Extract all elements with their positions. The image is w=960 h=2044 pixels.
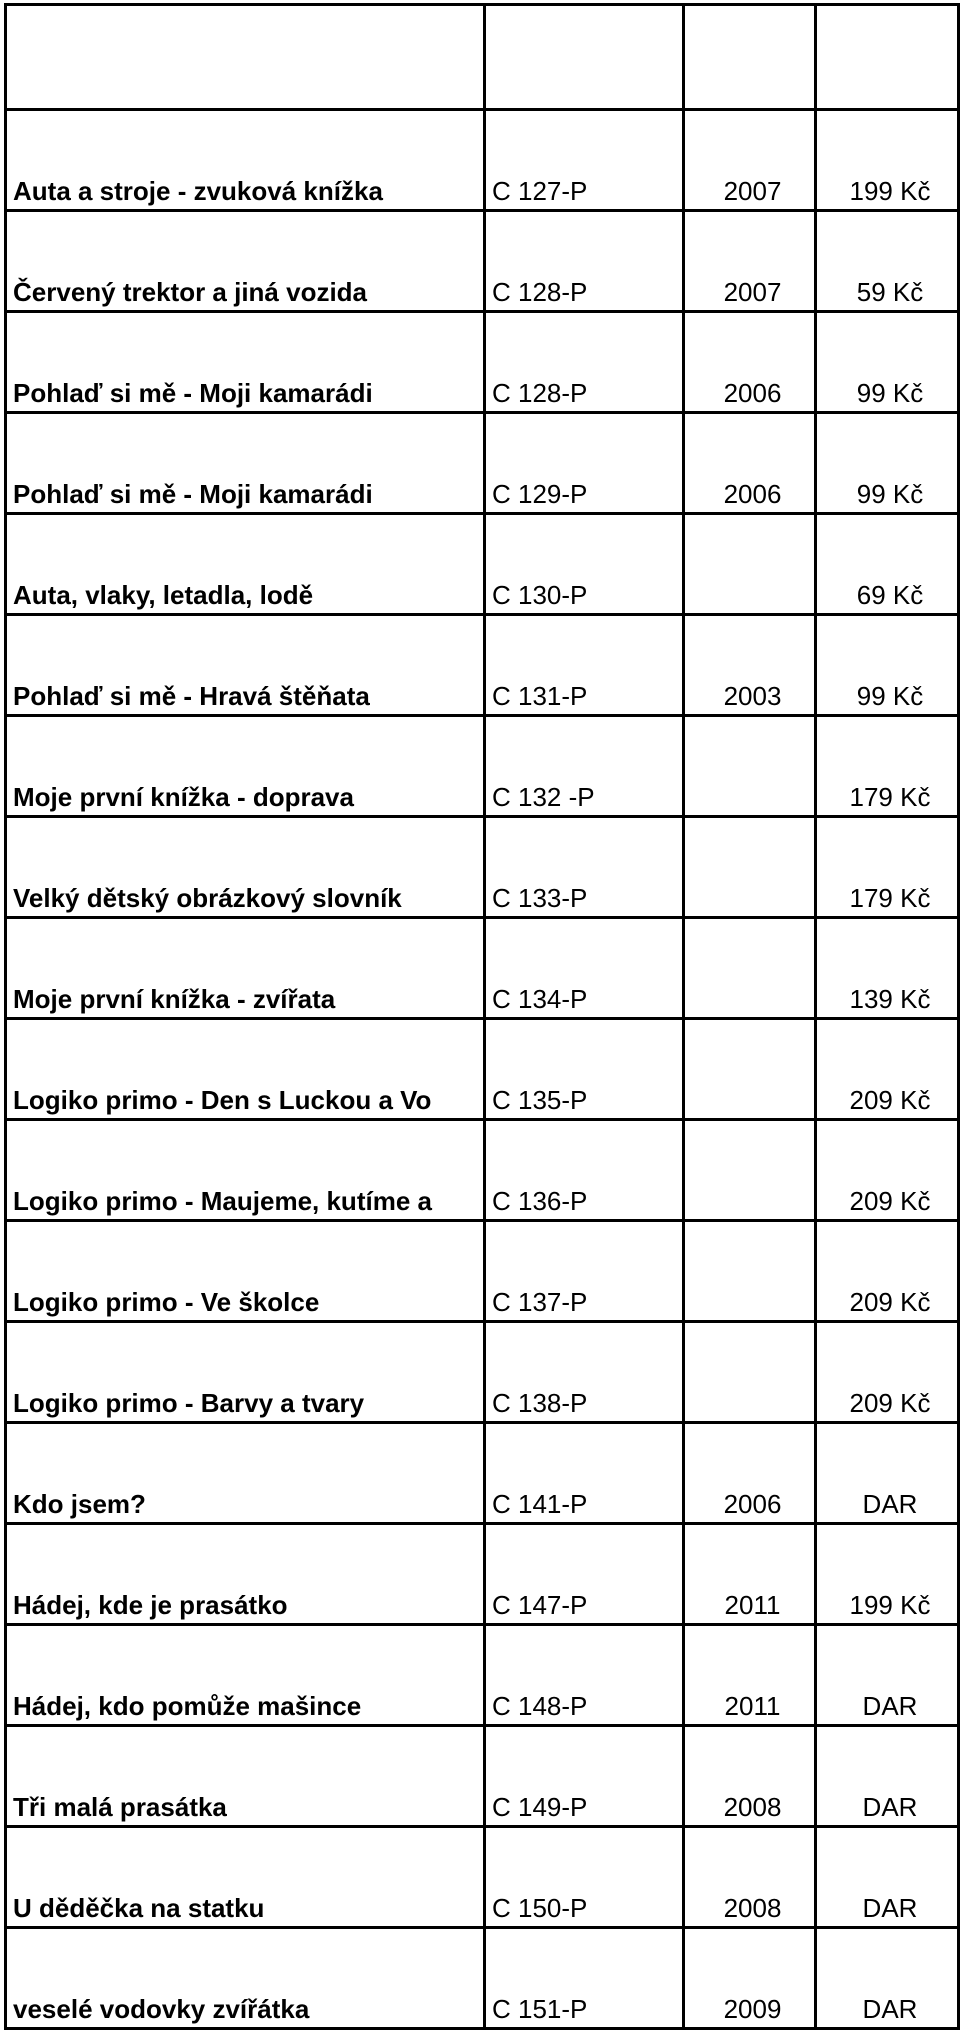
title-cell[interactable] xyxy=(6,1322,485,1423)
title-text: Pohlaď si mě - Moji kamarádi xyxy=(13,479,373,509)
title-text: Auta a stroje - zvuková knížka xyxy=(13,176,383,206)
code-cell[interactable] xyxy=(485,1524,684,1625)
code-cell[interactable] xyxy=(485,110,684,211)
price-cell[interactable] xyxy=(816,1221,959,1322)
code-text: C 127-P xyxy=(492,176,588,206)
price-text: 69 Kč xyxy=(856,580,924,610)
table-row xyxy=(6,1221,959,1322)
price-text: 209 Kč xyxy=(849,1287,931,1317)
code-cell[interactable] xyxy=(485,211,684,312)
year-text: 2006 xyxy=(723,378,782,408)
year-text: 2008 xyxy=(723,1893,782,1923)
title-cell[interactable] xyxy=(6,211,485,312)
code-cell[interactable] xyxy=(485,1019,684,1120)
code-text: C 133-P xyxy=(492,883,588,913)
code-text: C 137-P xyxy=(492,1287,588,1317)
code-text: C 148-P xyxy=(492,1691,588,1721)
price-text: 179 Kč xyxy=(849,782,931,812)
code-cell[interactable] xyxy=(485,716,684,817)
table-row xyxy=(6,1827,959,1928)
year-cell[interactable] xyxy=(684,1524,816,1625)
year-text: 2011 xyxy=(724,1691,781,1721)
code-text: C 149-P xyxy=(492,1792,588,1822)
title-cell[interactable] xyxy=(6,716,485,817)
price-text: 199 Kč xyxy=(849,176,931,206)
code-cell[interactable] xyxy=(485,918,684,1019)
price-cell[interactable] xyxy=(816,817,959,918)
price-text: 99 Kč xyxy=(856,681,924,711)
code-cell[interactable] xyxy=(485,1322,684,1423)
title-cell[interactable] xyxy=(6,413,485,514)
code-text: C 138-P xyxy=(492,1388,588,1418)
table-row xyxy=(6,1322,959,1423)
price-cell[interactable] xyxy=(816,1928,959,2029)
year-cell[interactable] xyxy=(684,615,816,716)
title-text: Logiko primo - Den s Luckou a Vo xyxy=(13,1085,432,1115)
code-cell[interactable] xyxy=(485,1928,684,2029)
code-text: C 134-P xyxy=(492,984,588,1014)
code-cell[interactable] xyxy=(485,817,684,918)
title-cell[interactable] xyxy=(6,514,485,615)
price-cell[interactable] xyxy=(816,1423,959,1524)
table-row xyxy=(6,1019,959,1120)
price-text: DAR xyxy=(862,1994,918,2024)
year-cell[interactable] xyxy=(684,1928,816,2029)
year-cell[interactable] xyxy=(684,1625,816,1726)
code-text: C 132 -P xyxy=(492,782,595,812)
code-text: C 129-P xyxy=(492,479,588,509)
price-text: DAR xyxy=(862,1691,918,1721)
year-text xyxy=(691,913,814,916)
title-text: veselé vodovky zvířátka xyxy=(13,1994,310,2024)
year-text xyxy=(691,105,814,108)
title-cell[interactable] xyxy=(6,1019,485,1120)
price-cell[interactable] xyxy=(816,514,959,615)
code-cell[interactable] xyxy=(485,312,684,413)
price-cell[interactable] xyxy=(816,615,959,716)
price-cell[interactable] xyxy=(816,1524,959,1625)
title-text: Pohlaď si mě - Moji kamarádi xyxy=(13,378,373,408)
table-row xyxy=(6,1625,959,1726)
code-text: C 136-P xyxy=(492,1186,588,1216)
title-text: Hádej, kdo pomůže mašince xyxy=(13,1691,362,1721)
title-cell[interactable] xyxy=(6,1524,485,1625)
price-cell[interactable] xyxy=(816,413,959,514)
code-cell[interactable] xyxy=(485,1120,684,1221)
year-cell[interactable] xyxy=(684,1019,816,1120)
table-row xyxy=(6,413,959,514)
table-row xyxy=(6,1423,959,1524)
code-text: C 128-P xyxy=(492,378,588,408)
code-text: C 151-P xyxy=(492,1994,588,2024)
price-cell[interactable] xyxy=(816,1827,959,1928)
table-row xyxy=(6,1726,959,1827)
year-cell[interactable] xyxy=(684,413,816,514)
year-cell[interactable] xyxy=(684,312,816,413)
table-row xyxy=(6,110,959,211)
year-text xyxy=(691,610,814,613)
title-text: Pohlaď si mě - Hravá štěňata xyxy=(13,681,370,711)
table-row xyxy=(6,514,959,615)
title-cell[interactable] xyxy=(6,1120,485,1221)
price-cell[interactable] xyxy=(816,1120,959,1221)
title-cell[interactable] xyxy=(6,5,485,110)
year-cell[interactable] xyxy=(684,1120,816,1221)
price-cell[interactable] xyxy=(816,1726,959,1827)
year-cell[interactable] xyxy=(684,211,816,312)
table-row xyxy=(6,918,959,1019)
title-text: Kdo jsem? xyxy=(13,1489,146,1519)
title-text: Velký dětský obrázkový slovník xyxy=(13,883,402,913)
year-cell[interactable] xyxy=(684,1726,816,1827)
price-cell[interactable] xyxy=(816,918,959,1019)
year-text xyxy=(691,1014,814,1017)
table-row xyxy=(6,817,959,918)
price-cell[interactable] xyxy=(816,1322,959,1423)
title-cell[interactable] xyxy=(6,312,485,413)
year-cell[interactable] xyxy=(684,918,816,1019)
price-cell[interactable] xyxy=(816,716,959,817)
year-text xyxy=(691,1317,814,1320)
year-text: 2007 xyxy=(723,277,782,307)
year-text xyxy=(691,1115,814,1118)
year-text: 2008 xyxy=(723,1792,782,1822)
price-text: DAR xyxy=(862,1792,918,1822)
price-text: 209 Kč xyxy=(849,1388,931,1418)
price-text: 99 Kč xyxy=(856,378,924,408)
title-text: Tři malá prasátka xyxy=(13,1792,227,1822)
title-text: Moje první knížka - doprava xyxy=(13,782,354,812)
title-cell[interactable] xyxy=(6,110,485,211)
code-cell[interactable] xyxy=(485,1221,684,1322)
year-text: 2011 xyxy=(724,1590,781,1620)
title-text: Logiko primo - Barvy a tvary xyxy=(13,1388,365,1418)
book-price-table xyxy=(4,3,960,2030)
code-text: C 141-P xyxy=(492,1489,588,1519)
year-cell[interactable] xyxy=(684,1322,816,1423)
code-text: C 150-P xyxy=(492,1893,588,1923)
title-cell[interactable] xyxy=(6,918,485,1019)
code-cell[interactable] xyxy=(485,1827,684,1928)
title-cell[interactable] xyxy=(6,1221,485,1322)
title-cell[interactable] xyxy=(6,1827,485,1928)
title-cell[interactable] xyxy=(6,1928,485,2029)
price-text xyxy=(823,105,957,108)
title-cell[interactable] xyxy=(6,817,485,918)
year-cell[interactable] xyxy=(684,1827,816,1928)
year-cell[interactable] xyxy=(684,110,816,211)
title-text: Hádej, kde je prasátko xyxy=(13,1590,288,1620)
code-text: C 128-P xyxy=(492,277,588,307)
code-text xyxy=(492,105,682,108)
price-text: 209 Kč xyxy=(849,1186,931,1216)
price-text: 59 Kč xyxy=(856,277,924,307)
price-cell[interactable] xyxy=(816,1019,959,1120)
title-cell[interactable] xyxy=(6,1423,485,1524)
table-row xyxy=(6,5,959,110)
code-cell[interactable] xyxy=(485,615,684,716)
price-text: 179 Kč xyxy=(849,883,931,913)
title-text: Moje první knížka - zvířata xyxy=(13,984,336,1014)
price-cell[interactable] xyxy=(816,211,959,312)
year-cell[interactable] xyxy=(684,1221,816,1322)
title-cell[interactable] xyxy=(6,615,485,716)
year-text: 2003 xyxy=(723,681,782,711)
code-text: C 131-P xyxy=(492,681,588,711)
year-text: 2007 xyxy=(723,176,782,206)
code-cell[interactable] xyxy=(485,5,684,110)
year-text: 2006 xyxy=(723,479,782,509)
year-cell[interactable] xyxy=(684,817,816,918)
price-cell[interactable] xyxy=(816,312,959,413)
year-cell[interactable] xyxy=(684,1423,816,1524)
code-text: C 130-P xyxy=(492,580,588,610)
code-cell[interactable] xyxy=(485,1423,684,1524)
title-text: Auta, vlaky, letadla, lodě xyxy=(13,580,314,610)
table-row xyxy=(6,1524,959,1625)
code-text: C 147-P xyxy=(492,1590,588,1620)
table-row xyxy=(6,312,959,413)
title-text xyxy=(13,105,483,108)
year-cell[interactable] xyxy=(684,5,816,110)
title-text: Červený trektor a jiná vozida xyxy=(13,277,368,307)
code-cell[interactable] xyxy=(485,1625,684,1726)
year-text: 2009 xyxy=(723,1994,782,2024)
code-cell[interactable] xyxy=(485,1726,684,1827)
table-row xyxy=(6,716,959,817)
title-text: Logiko primo - Ve školce xyxy=(13,1287,320,1317)
code-text: C 135-P xyxy=(492,1085,588,1115)
title-text: U děděčka na statku xyxy=(13,1893,265,1923)
table-row xyxy=(6,1120,959,1221)
code-cell[interactable] xyxy=(485,514,684,615)
price-text: 99 Kč xyxy=(856,479,924,509)
title-cell[interactable] xyxy=(6,1726,485,1827)
year-cell[interactable] xyxy=(684,514,816,615)
year-text: 2006 xyxy=(723,1489,782,1519)
table-row xyxy=(6,615,959,716)
year-cell[interactable] xyxy=(684,716,816,817)
table-row xyxy=(6,211,959,312)
code-cell[interactable] xyxy=(485,413,684,514)
price-cell[interactable] xyxy=(816,1625,959,1726)
price-cell[interactable] xyxy=(816,5,959,110)
price-text: 199 Kč xyxy=(849,1590,931,1620)
price-text: 139 Kč xyxy=(849,984,931,1014)
title-cell[interactable] xyxy=(6,1625,485,1726)
price-text: DAR xyxy=(862,1893,918,1923)
table-row xyxy=(6,1928,959,2029)
price-text: DAR xyxy=(862,1489,918,1519)
price-text: 209 Kč xyxy=(849,1085,931,1115)
year-text xyxy=(691,812,814,815)
year-text xyxy=(691,1216,814,1219)
price-cell[interactable] xyxy=(816,110,959,211)
year-text xyxy=(691,1418,814,1421)
title-text: Logiko primo - Maujeme, kutíme a xyxy=(13,1186,432,1216)
